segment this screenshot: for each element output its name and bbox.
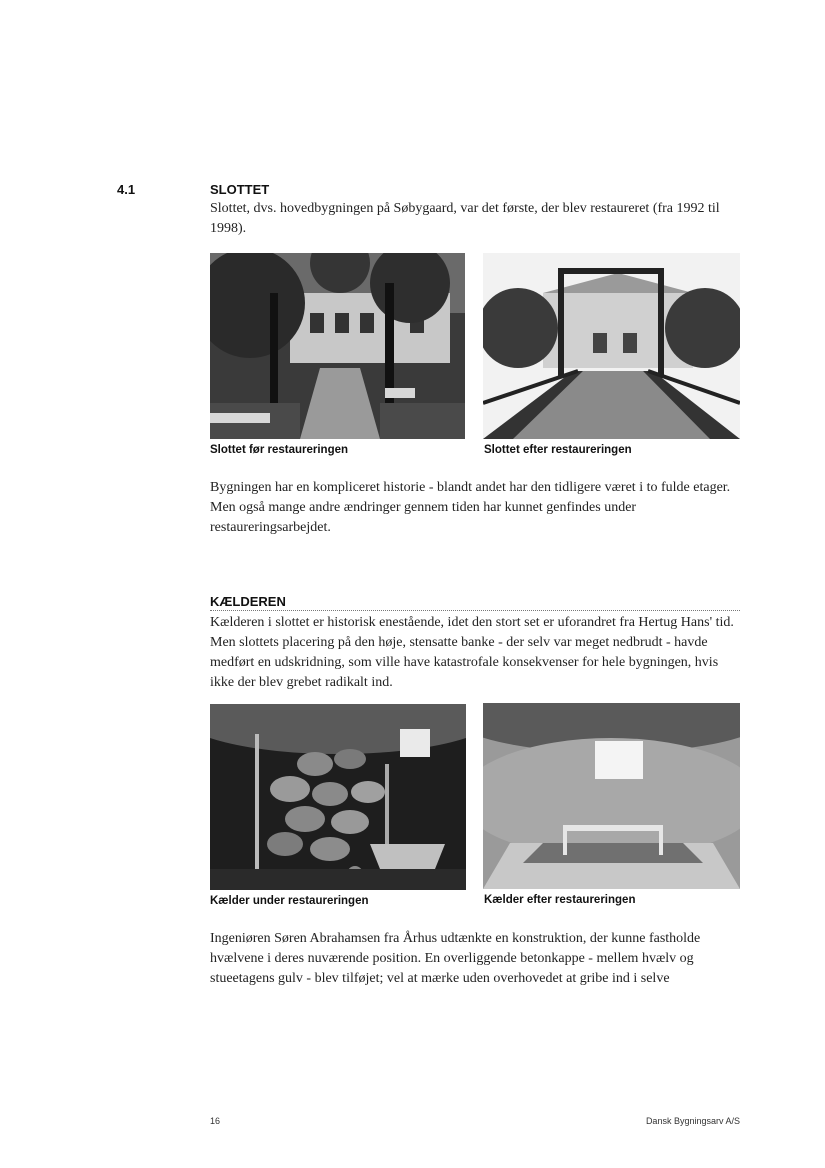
caption-cellar-after: Kælder efter restaureringen xyxy=(484,894,636,906)
photo-cellar-during xyxy=(210,704,466,890)
caption-castle-after: Slottet efter restaureringen xyxy=(484,444,632,456)
photo-castle-before xyxy=(210,253,465,439)
engineer-paragraph: Ingeniøren Søren Abrahamsen fra Århus udtænkte en konstruktion, der kunne fastholde hvælvene i deres nuværende position. En overliggende betonkappe - mellem hvælv og stueetagens gulv - blev tilføjet; vel at mærke uden overhovedet at gribe ind i selve xyxy=(210,931,701,986)
section-title: SLOTTET xyxy=(210,182,270,197)
section-number: 4.1 xyxy=(117,182,136,197)
caption-castle-before: Slottet før restaureringen xyxy=(210,444,349,456)
photo-castle-after xyxy=(483,253,740,439)
footer-page-number: 16 xyxy=(210,1116,221,1126)
subsection-title: KÆLDEREN xyxy=(210,594,286,609)
footer-publisher: Dansk Bygningsarv A/S xyxy=(645,1116,740,1126)
cellar-paragraph: Kælderen i slottet er historisk enestående, idet den stort set er uforandret fra Hertug Hans' tid. Men slottets placering på den høje, stensatte banke - der selv var meget nedbrudt - havde medført en udskridning, som ville have katastrofale konsekvenser for hele bygningen, hvis ikke der blev grebet radikalt ind. xyxy=(210,615,734,690)
history-paragraph: Bygningen har en kompliceret historie - blandt andet har den tidligere været i to fulde etager. Men også mange andre ændringer gennem tiden har kunnet genfindes under restaureringsarbejdet. xyxy=(210,480,731,535)
photo-cellar-after xyxy=(483,703,740,889)
subsection-rule xyxy=(210,610,740,611)
caption-cellar-during: Kælder under restaureringen xyxy=(210,895,369,907)
intro-paragraph: Slottet, dvs. hovedbygningen på Søbygaard, var det første, der blev restaureret (fra 1992 til 1998). xyxy=(210,201,720,236)
